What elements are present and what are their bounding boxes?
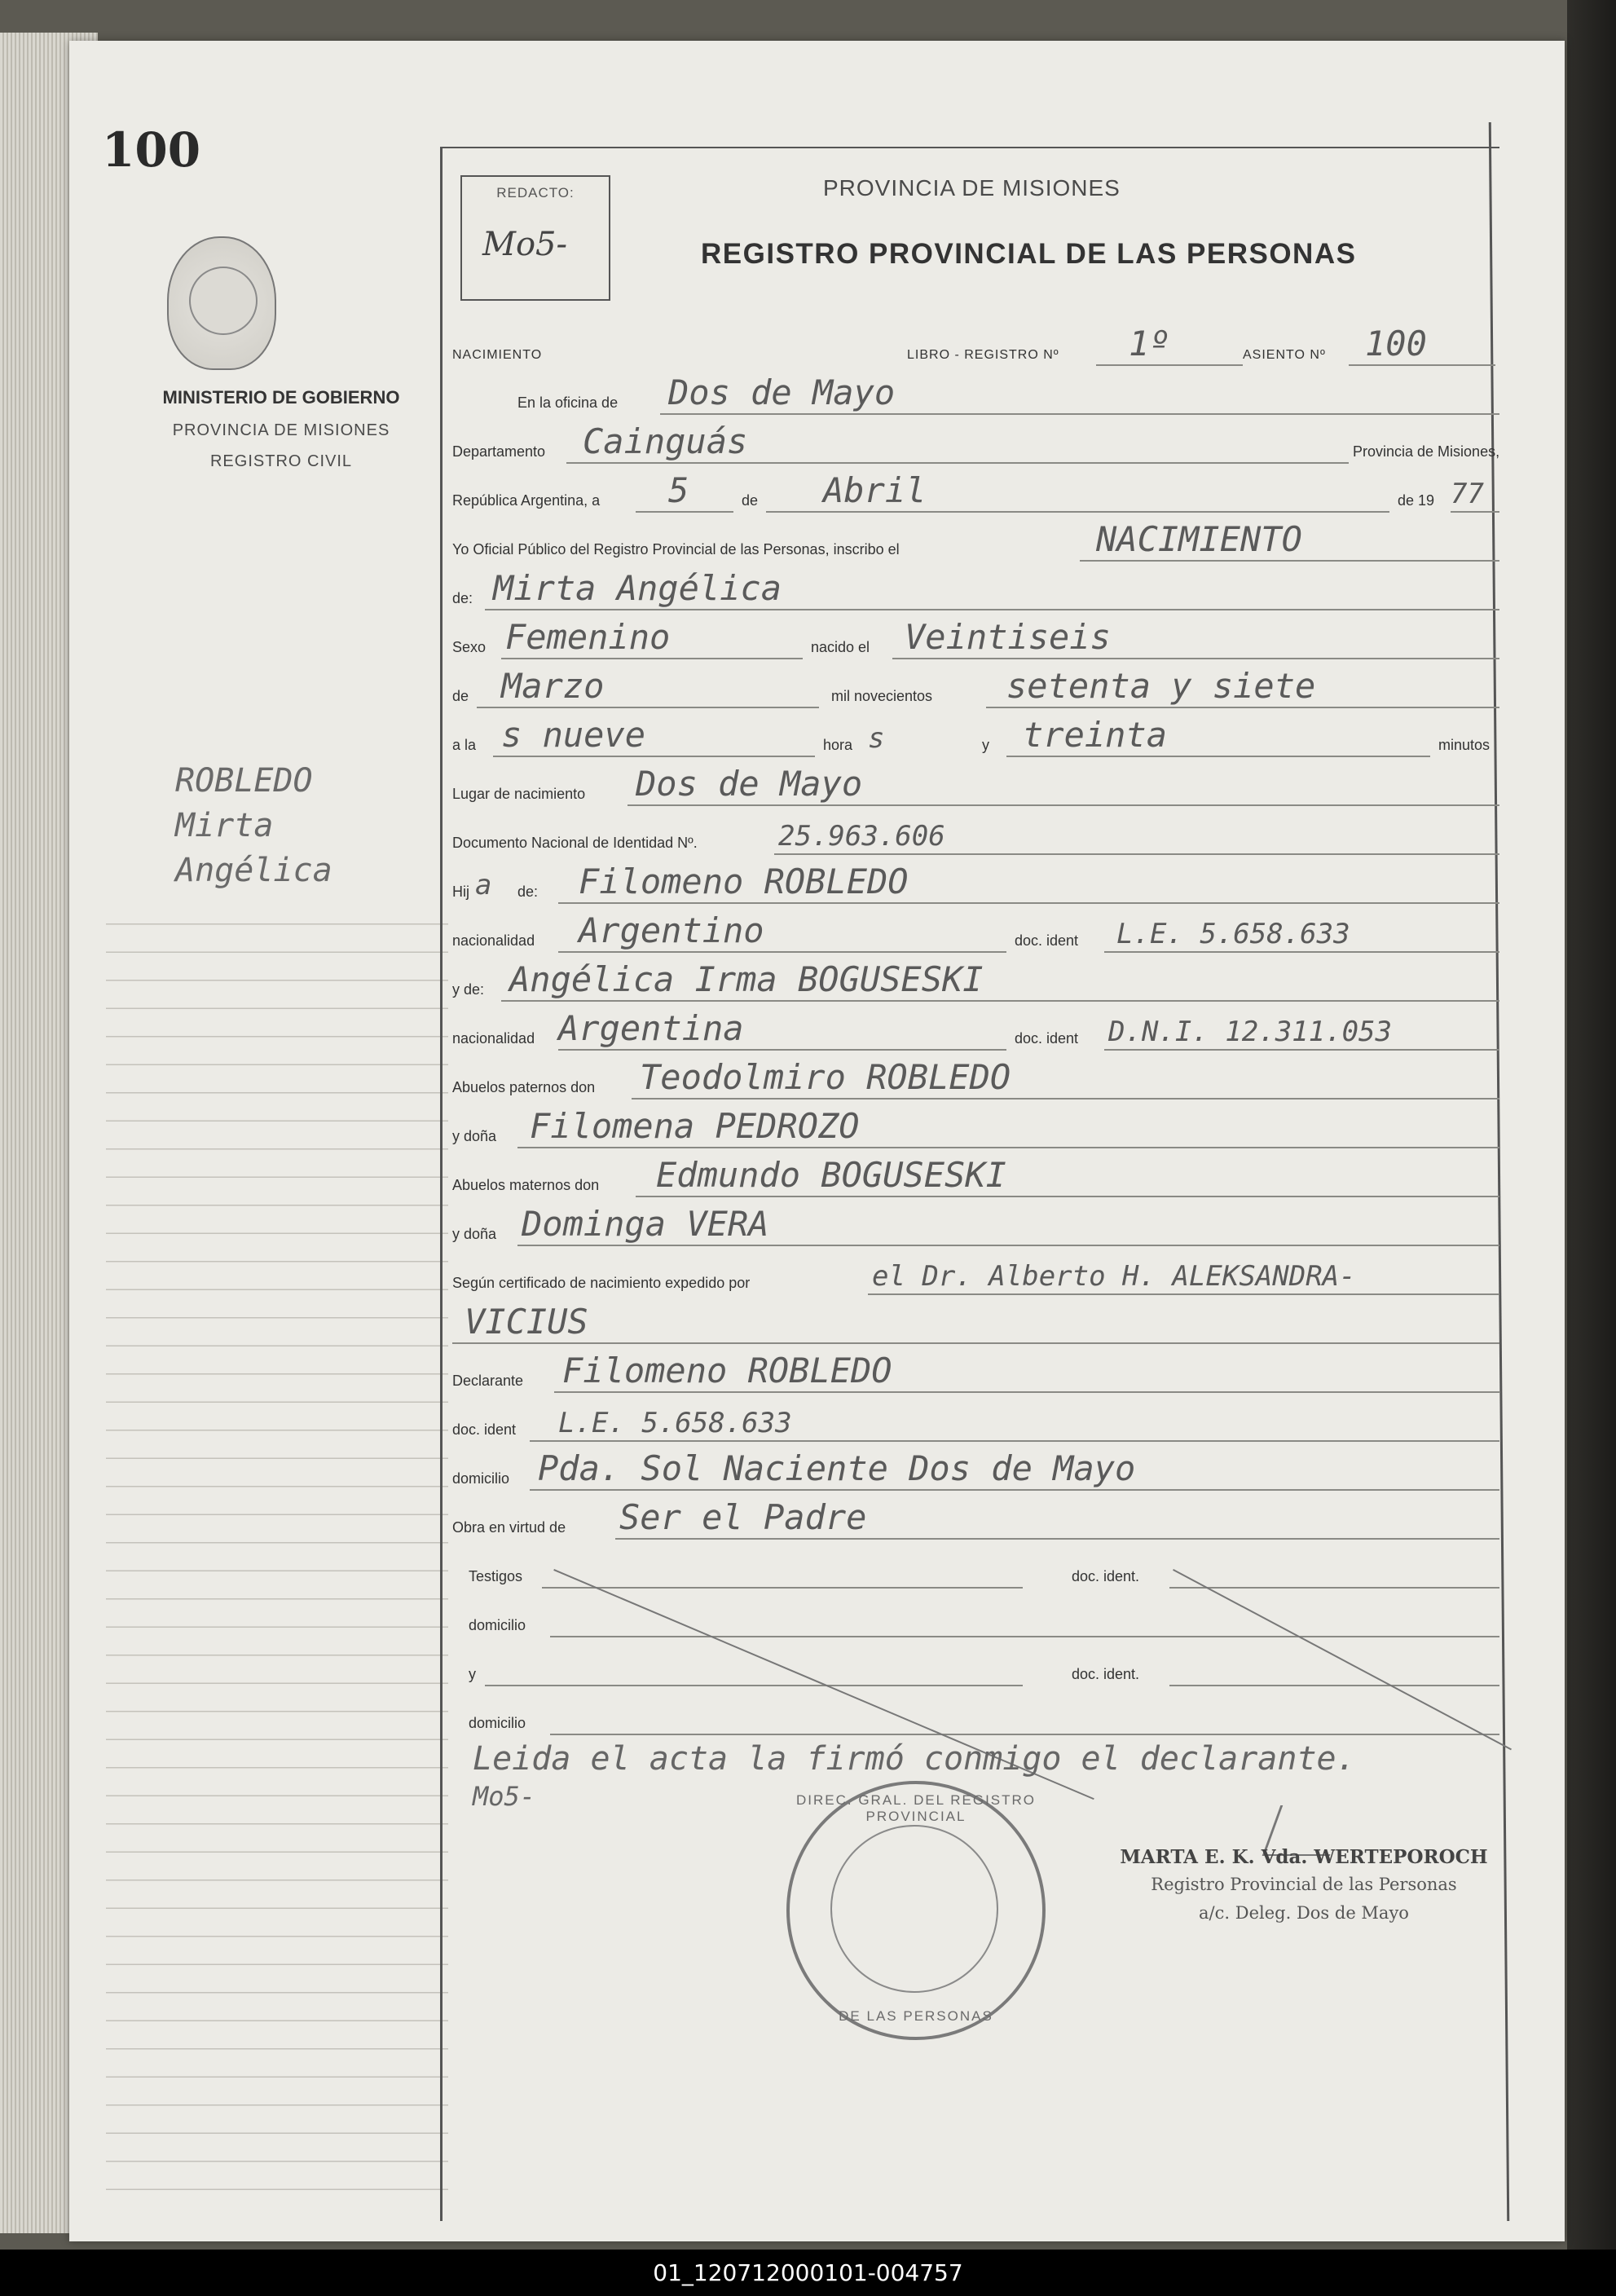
sexo-label: Sexo — [452, 639, 487, 655]
form-frame-left — [440, 147, 443, 2221]
republica-label: República Argentina, a — [452, 492, 601, 509]
declarante-label: Declarante — [452, 1373, 524, 1389]
nacido-label: nacido el — [811, 639, 870, 655]
testigo2-doc-label: doc. ident. — [1072, 1666, 1140, 1682]
oficial-value: NACIMIENTO — [1096, 519, 1302, 559]
row-obra — [452, 1496, 1504, 1545]
row-abuela-materna — [452, 1202, 1504, 1251]
official-seal — [786, 1781, 1046, 2040]
row-departamento — [452, 420, 1504, 469]
obra-value: Ser el Padre — [619, 1497, 867, 1537]
book-binding — [1567, 0, 1616, 2296]
seal-text-top: DIREC. GRAL. DEL REGISTRO PROVINCIAL — [795, 1792, 1037, 1824]
mes-nac-value: Marzo — [501, 666, 605, 706]
nacionalidad-label: nacionalidad — [452, 932, 535, 949]
redacto-initials: Mo5- — [482, 226, 568, 263]
margin-surname: ROBLEDO — [175, 762, 313, 800]
row-abuela-paterna — [452, 1104, 1504, 1153]
testigo1-domicilio-label: domicilio — [469, 1617, 526, 1633]
row-mes-nacimiento — [452, 664, 1504, 713]
image-code: 01_120712000101-004757 — [653, 2259, 963, 2286]
mil-label: mil novecientos — [831, 688, 933, 704]
margin-given-name-1: Mirta — [175, 807, 274, 844]
abuelos-maternos-label: Abuelos maternos don — [452, 1177, 600, 1193]
ministerio-heading: MINISTERIO DE GOBIERNO — [162, 387, 400, 408]
row-libro — [452, 322, 1504, 371]
libro-value: 1º — [1129, 324, 1170, 364]
de-label: de — [742, 492, 759, 509]
padre-nacionalidad-value: Argentino — [579, 910, 764, 950]
oficina-value: Dos de Mayo — [668, 372, 896, 412]
row-nombre — [452, 566, 1504, 615]
registro-civil-heading: REGISTRO CIVIL — [209, 452, 353, 470]
officer-name: MARTA E. K. Vda. WERTEPOROCH — [1120, 1846, 1488, 1868]
row-hijo — [452, 860, 1504, 909]
dni-value: 25.963.606 — [778, 820, 945, 853]
declarante-doc-value: L.E. 5.658.633 — [558, 1407, 792, 1439]
testigo1-doc-label: doc. ident. — [1072, 1568, 1140, 1584]
lugar-label: Lugar de nacimiento — [452, 786, 586, 802]
row-testigo1-domicilio — [452, 1593, 1504, 1642]
row-lugar — [452, 762, 1504, 811]
asiento-label: ASIENTO Nº — [1243, 348, 1326, 362]
row-sexo — [452, 615, 1504, 664]
anio-nac-value: setenta y siete — [1006, 666, 1316, 706]
padre-value: Filomeno ROBLEDO — [579, 862, 909, 901]
dni-label: Documento Nacional de Identidad Nº. — [452, 835, 698, 851]
officer-rubric: Mo5- — [473, 1781, 536, 1812]
y-testigo-label: y — [469, 1666, 476, 1682]
minutos-label: minutos — [1438, 737, 1491, 753]
redacto-box — [460, 175, 610, 301]
dia-value: 5 — [668, 470, 689, 510]
certificado-cont: VICIUS — [465, 1302, 588, 1342]
padre-doc-value: L.E. 5.658.633 — [1116, 918, 1350, 950]
abuelo-paterno-value: Teodolmiro ROBLEDO — [640, 1057, 1011, 1097]
abuelos-paternos-label: Abuelos paternos don — [452, 1079, 596, 1095]
y-dona-label-2: y doña — [452, 1226, 497, 1242]
row-declarante — [452, 1349, 1504, 1398]
libro-label: LIBRO - REGISTRO Nº — [907, 348, 1059, 362]
closing-statement: Leida el acta la firmó conmigo el declarante. — [473, 1740, 1356, 1778]
doc-ident-label-2: doc. ident — [1015, 1030, 1079, 1047]
madre-nacionalidad-value: Argentina — [558, 1008, 744, 1048]
hijo-de-label: de: — [517, 884, 539, 900]
row-oficina — [452, 371, 1504, 420]
abuela-paterna-value: Filomena PEDROZO — [530, 1106, 860, 1146]
departamento-label: Departamento — [452, 443, 546, 460]
anio-label: de 19 — [1398, 492, 1435, 509]
row-abuelo-materno — [452, 1153, 1504, 1202]
anio-value: 77 — [1451, 478, 1484, 510]
de-nombre-label: de: — [452, 590, 473, 606]
declarante-value: Filomeno ROBLEDO — [562, 1351, 892, 1390]
nacionalidad-label-2: nacionalidad — [452, 1030, 535, 1047]
nacido-value: Veintiseis — [905, 617, 1111, 657]
oficina-label: En la oficina de — [517, 394, 619, 411]
y-label: y — [982, 737, 989, 753]
domicilio-value: Pda. Sol Naciente Dos de Mayo — [538, 1448, 1136, 1488]
doc-ident-label: doc. ident — [1015, 932, 1079, 949]
sexo-value: Femenino — [505, 617, 671, 657]
registro-title: REGISTRO PROVINCIAL DE LAS PERSONAS — [701, 238, 1357, 270]
officer-delegation: a/c. Deleg. Dos de Mayo — [1199, 1903, 1409, 1923]
redacto-label: REDACTO: — [496, 185, 575, 201]
hora-num: s — [868, 722, 885, 755]
hora-label: hora — [823, 737, 853, 753]
row-domicilio — [452, 1447, 1504, 1496]
row-padre-nacionalidad — [452, 909, 1504, 958]
lugar-value: Dos de Mayo — [636, 764, 863, 804]
hora-value: s nueve — [501, 715, 646, 755]
row-testigo2-domicilio — [452, 1691, 1504, 1740]
row-testigo2 — [452, 1642, 1504, 1691]
departamento-value: Cainguás — [583, 421, 748, 461]
a-la-label: a la — [452, 737, 477, 753]
hijo-label: Hij — [452, 884, 469, 900]
row-madre — [452, 958, 1504, 1007]
nombre-value: Mirta Angélica — [493, 568, 782, 608]
y-de-label: y de: — [452, 981, 485, 998]
row-abuelo-paterno — [452, 1055, 1504, 1104]
madre-doc-value: D.N.I. 12.311.053 — [1108, 1016, 1392, 1048]
margin-ruled-lines — [106, 897, 448, 2201]
row-madre-nacionalidad — [452, 1007, 1504, 1055]
abuela-materna-value: Dominga VERA — [522, 1204, 769, 1244]
officer-title: Registro Provincial de las Personas — [1151, 1875, 1457, 1894]
de-mes-label: de — [452, 688, 469, 704]
oficial-label: Yo Oficial Público del Registro Provincial de las Personas, inscribo el — [452, 541, 900, 557]
row-certificado-cont — [452, 1300, 1504, 1349]
row-testigos — [452, 1545, 1504, 1593]
hijo-suffix: a — [475, 869, 492, 901]
declarante-doc-label: doc. ident — [452, 1421, 517, 1438]
row-certificado — [452, 1251, 1504, 1300]
provincial-coat-of-arms-icon — [167, 236, 276, 370]
minutos-value: treinta — [1023, 715, 1168, 755]
certificado-label: Según certificado de nacimiento expedido por — [452, 1275, 751, 1291]
y-dona-label: y doña — [452, 1128, 497, 1144]
row-hora — [452, 713, 1504, 762]
margin-given-name-2: Angélica — [175, 852, 332, 889]
provincia-heading-left: PROVINCIA DE MISIONES — [172, 421, 390, 439]
mes-value: Abril — [823, 470, 927, 510]
testigo2-domicilio-label: domicilio — [469, 1715, 526, 1731]
provincia-suffix: Provincia de Misiones, — [1353, 443, 1500, 460]
seal-text-bottom: DE LAS PERSONAS — [839, 2008, 993, 2024]
page-number: 100 — [102, 122, 201, 178]
form-frame-top — [440, 147, 1499, 148]
row-inscribo — [452, 518, 1504, 566]
row-dni — [452, 811, 1504, 860]
madre-value: Angélica Irma BOGUSESKI — [509, 959, 984, 999]
row-fecha — [452, 469, 1504, 518]
obra-label: Obra en virtud de — [452, 1519, 566, 1536]
asiento-value: 100 — [1365, 324, 1427, 364]
row-declarante-doc — [452, 1398, 1504, 1447]
testigos-label: Testigos — [469, 1568, 523, 1584]
footer-bar — [0, 2250, 1616, 2296]
certificado-value: el Dr. Alberto H. ALEKSANDRA- — [872, 1260, 1356, 1293]
provincia-header: PROVINCIA DE MISIONES — [823, 175, 1121, 201]
domicilio-label: domicilio — [452, 1470, 510, 1487]
abuelo-materno-value: Edmundo BOGUSESKI — [656, 1155, 1006, 1195]
nacimiento-label: NACIMIENTO — [452, 348, 543, 362]
